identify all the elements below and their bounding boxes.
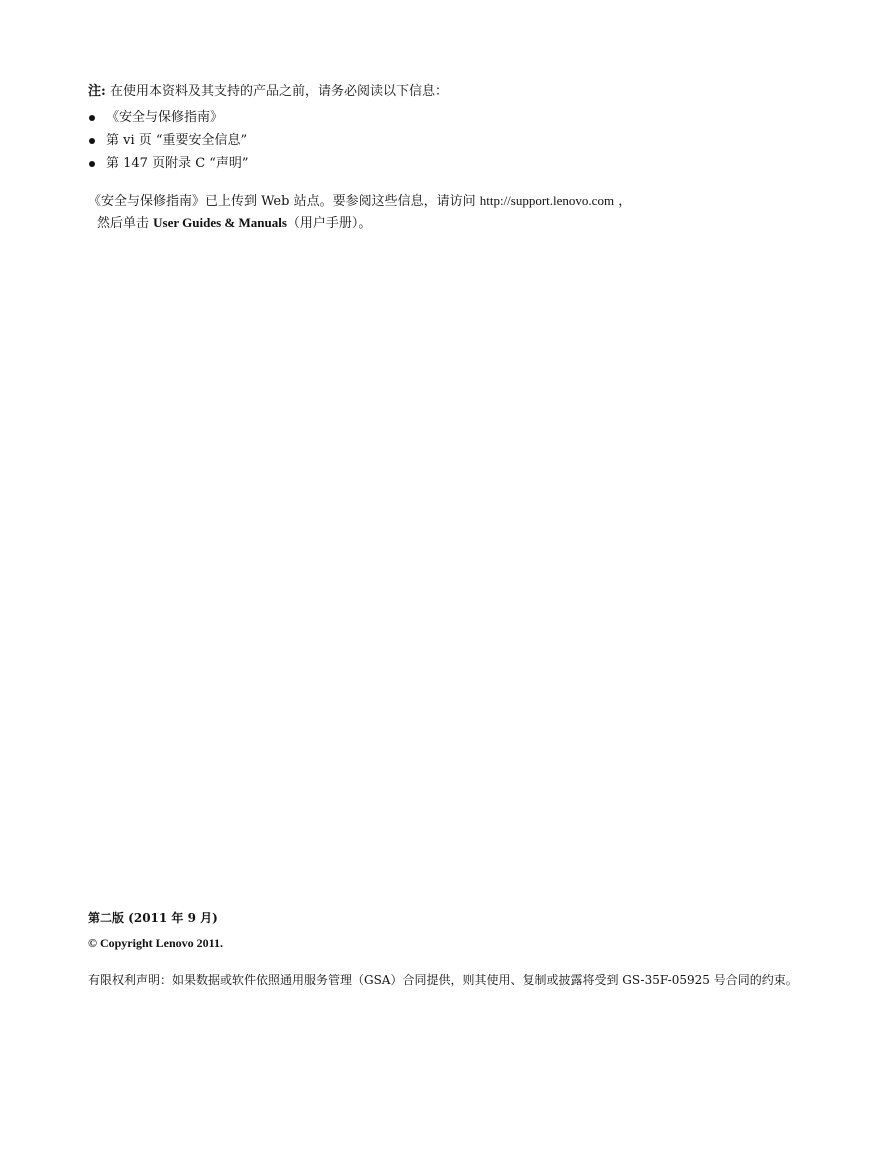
note-label: 注: (88, 84, 106, 99)
user-guides-link[interactable]: User Guides & Manuals (153, 215, 287, 230)
restricted-rights-notice: 有限权利声明：如果数据或软件依照通用服务管理（GSA）合同提供，则其使用、复制或披露将受到 GS-35F-05925 号合同的约束。 (88, 973, 798, 987)
note-paragraph (88, 82, 448, 102)
edition-notice: 第二版 (2011 年 9 月) (88, 911, 218, 925)
note-text: 在使用本资料及其支持的产品之前，请务必阅读以下信息： (109, 84, 448, 99)
list-item-text: 《安全与保修指南》 (106, 110, 224, 125)
list-item (88, 154, 249, 177)
info-text: 《安全与保修指南》已上传到 Web 站点。要参阅这些信息，请访问 (88, 194, 476, 209)
required-reading-list (88, 108, 249, 177)
bullet-icon (89, 115, 95, 121)
info-line-2 (88, 212, 768, 234)
bullet-icon (89, 138, 95, 144)
info-line-end: ， (618, 194, 632, 209)
support-url-link[interactable]: http://support.lenovo.com (479, 193, 615, 208)
list-item (88, 131, 249, 154)
list-item-text: 第 vi 页 “重要安全信息” (106, 133, 248, 148)
copyright-notice: © Copyright Lenovo 2011. (88, 936, 223, 950)
bullet-icon (89, 161, 95, 167)
info-suffix: （用户手册）。 (286, 216, 372, 231)
info-prefix: 然后单击 (97, 216, 150, 231)
list-item-text: 第 147 页附录 C “声明” (106, 156, 249, 171)
list-item (88, 108, 249, 131)
web-info-paragraph (88, 190, 768, 234)
info-line-1 (88, 190, 768, 212)
